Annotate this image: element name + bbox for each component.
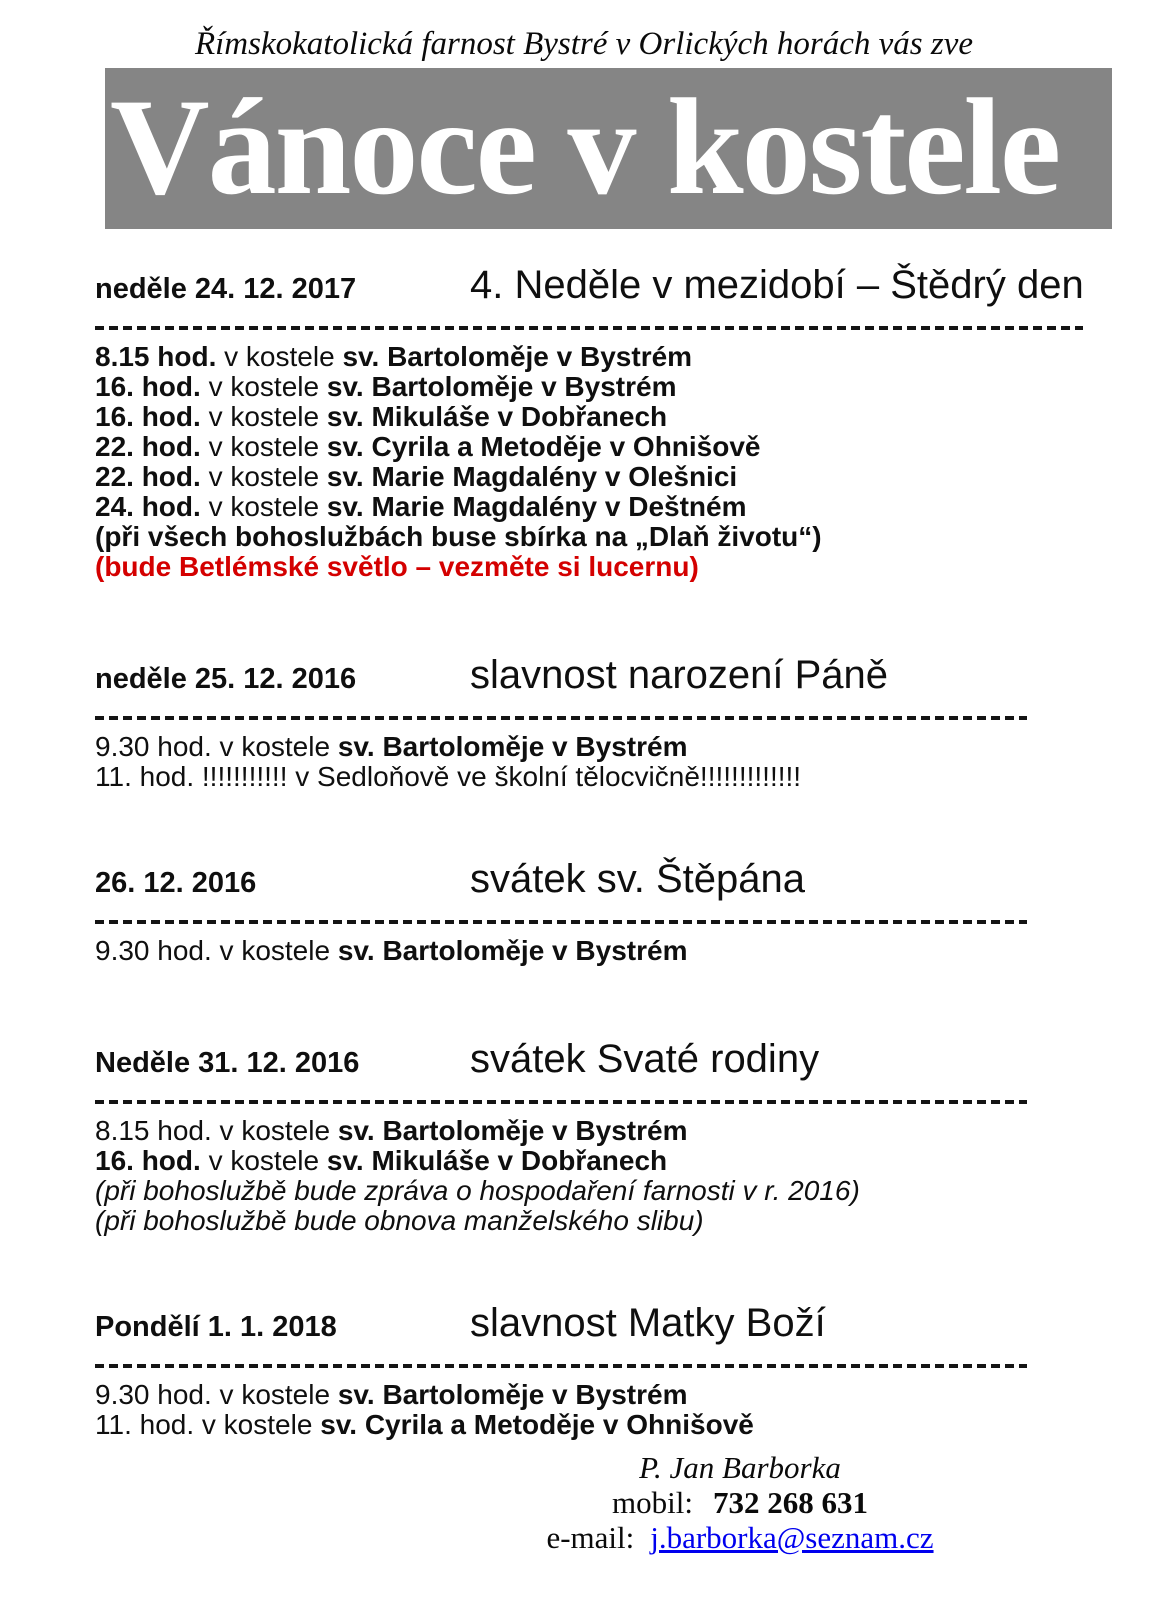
text-segment: 9.30 hod. v kostele bbox=[95, 935, 338, 966]
section-date: 26. 12. 2016 bbox=[95, 867, 257, 899]
section-head bbox=[95, 652, 1085, 702]
email-label: e-mail: bbox=[546, 1520, 635, 1555]
section-head bbox=[95, 262, 1085, 312]
text-segment: sv. Marie Magdalény v Olešnici bbox=[326, 461, 738, 492]
text-segment: sv. Bartoloměje v Bystrém bbox=[326, 371, 677, 402]
text-segment: sv. Cyrila a Metoděje v Ohnišově bbox=[320, 1409, 754, 1440]
text-segment: 24. hod. bbox=[95, 491, 201, 522]
schedule-section bbox=[95, 262, 1085, 582]
text-segment: sv. Cyrila a Metoděje v Ohnišově bbox=[326, 431, 761, 462]
section-date: Neděle 31. 12. 2016 bbox=[95, 1047, 360, 1079]
section-date: neděle 24. 12. 2017 bbox=[95, 273, 357, 305]
dashed-divider bbox=[95, 1364, 1027, 1368]
text-segment: v kostele bbox=[200, 371, 327, 402]
schedule-line bbox=[95, 492, 1085, 522]
text-segment: sv. Bartoloměje v Bystrém bbox=[342, 341, 693, 372]
text-segment: sv. Bartoloměje v Bystrém bbox=[337, 1379, 688, 1410]
section-lines bbox=[95, 342, 1085, 582]
text-segment: sv. Mikuláše v Dobřanech bbox=[326, 1145, 668, 1176]
schedule-line bbox=[95, 1176, 1085, 1206]
section-lines bbox=[95, 732, 1085, 792]
schedule-line bbox=[95, 432, 1085, 462]
email-line bbox=[530, 1520, 950, 1555]
schedule-line bbox=[95, 462, 1085, 492]
text-segment: 22. hod. bbox=[95, 461, 201, 492]
text-segment: (při všech bohoslužbách buse sbírka na „Dlaň životu“) bbox=[95, 521, 822, 552]
schedule-line bbox=[95, 1410, 1085, 1440]
banner-title: Vánoce v kostele bbox=[110, 70, 1060, 223]
schedule-section bbox=[95, 856, 1085, 966]
text-segment: v kostele bbox=[200, 431, 327, 462]
schedule-line bbox=[95, 1380, 1085, 1410]
text-segment: (při bohoslužbě bude zpráva o hospodaření farnosti v r. 2016) bbox=[95, 1175, 860, 1206]
section-lines bbox=[95, 1380, 1085, 1440]
text-segment: v kostele bbox=[200, 461, 327, 492]
text-segment: sv. Bartoloměje v Bystrém bbox=[337, 935, 688, 966]
text-segment: 11. hod. v kostele bbox=[95, 1409, 321, 1440]
schedule-line bbox=[95, 552, 1085, 582]
section-title: svátek Svaté rodiny bbox=[470, 1037, 820, 1081]
section-head bbox=[95, 1300, 1085, 1350]
schedule-section bbox=[95, 1300, 1085, 1440]
schedule-line bbox=[95, 522, 1085, 552]
text-segment: 22. hod. bbox=[95, 431, 201, 462]
text-segment: sv. Marie Magdalény v Deštném bbox=[326, 491, 747, 522]
mobile-number: 732 268 631 bbox=[712, 1485, 868, 1520]
text-segment: v kostele bbox=[216, 341, 343, 372]
section-title: svátek sv. Štěpána bbox=[470, 857, 805, 901]
text-segment: (při bohoslužbě bude obnova manželského slibu) bbox=[95, 1205, 704, 1236]
section-date: Pondělí 1. 1. 2018 bbox=[95, 1311, 337, 1343]
schedule-section bbox=[95, 1036, 1085, 1236]
text-segment: (bude Betlémské světlo – vezměte si lucernu) bbox=[95, 551, 699, 582]
text-segment: 16. hod. bbox=[95, 1145, 201, 1176]
schedule-sections bbox=[95, 262, 1085, 1440]
dashed-divider bbox=[95, 920, 1027, 924]
footer bbox=[530, 1450, 950, 1555]
text-segment: 9.30 hod. v kostele bbox=[95, 731, 338, 762]
text-segment: sv. Mikuláše v Dobřanech bbox=[326, 401, 668, 432]
text-segment: v kostele bbox=[200, 1145, 327, 1176]
schedule-line bbox=[95, 402, 1085, 432]
title-banner bbox=[105, 68, 1112, 229]
text-segment: 11. hod. !!!!!!!!!!! v Sedloňově ve školní tělocvičně!!!!!!!!!!!!! bbox=[95, 761, 802, 792]
mobile-label: mobil: bbox=[612, 1485, 693, 1520]
email-link[interactable]: j.barborka@seznam.cz bbox=[650, 1520, 934, 1555]
dashed-divider bbox=[95, 1100, 1027, 1104]
text-segment: 8.15 hod. bbox=[95, 341, 217, 372]
signature: P. Jan Barborka bbox=[639, 1450, 841, 1485]
text-segment: 16. hod. bbox=[95, 401, 201, 432]
dashed-divider bbox=[95, 716, 1027, 720]
section-title: 4. Neděle v mezidobí – Štědrý den bbox=[470, 263, 1084, 307]
parish-invite-line: Římskokatolická farnost Bystré v Orlických horách vás zve bbox=[194, 26, 974, 62]
section-lines bbox=[95, 1116, 1085, 1236]
section-lines bbox=[95, 936, 1085, 966]
schedule-line bbox=[95, 1116, 1085, 1146]
schedule-line bbox=[95, 1206, 1085, 1236]
schedule-line bbox=[95, 1146, 1085, 1176]
text-segment: v kostele bbox=[200, 401, 327, 432]
schedule-line bbox=[95, 936, 1085, 966]
text-segment: 9.30 hod. v kostele bbox=[95, 1379, 338, 1410]
text-segment: sv. Bartoloměje v Bystrém bbox=[337, 731, 688, 762]
text-segment: 16. hod. bbox=[95, 371, 201, 402]
schedule-section bbox=[95, 652, 1085, 792]
schedule-line bbox=[95, 732, 1085, 762]
mobile-line bbox=[530, 1485, 950, 1520]
section-head bbox=[95, 856, 1085, 906]
schedule-line bbox=[95, 342, 1085, 372]
section-head bbox=[95, 1036, 1085, 1086]
section-title: slavnost Matky Boží bbox=[470, 1301, 826, 1345]
text-segment: v kostele bbox=[200, 491, 327, 522]
section-title: slavnost narození Páně bbox=[470, 653, 889, 697]
section-date: neděle 25. 12. 2016 bbox=[95, 663, 357, 695]
text-segment: 8.15 hod. v kostele bbox=[95, 1115, 338, 1146]
dashed-divider bbox=[95, 326, 1083, 330]
schedule-line bbox=[95, 372, 1085, 402]
text-segment: sv. Bartoloměje v Bystrém bbox=[337, 1115, 688, 1146]
schedule-line bbox=[95, 762, 1085, 792]
